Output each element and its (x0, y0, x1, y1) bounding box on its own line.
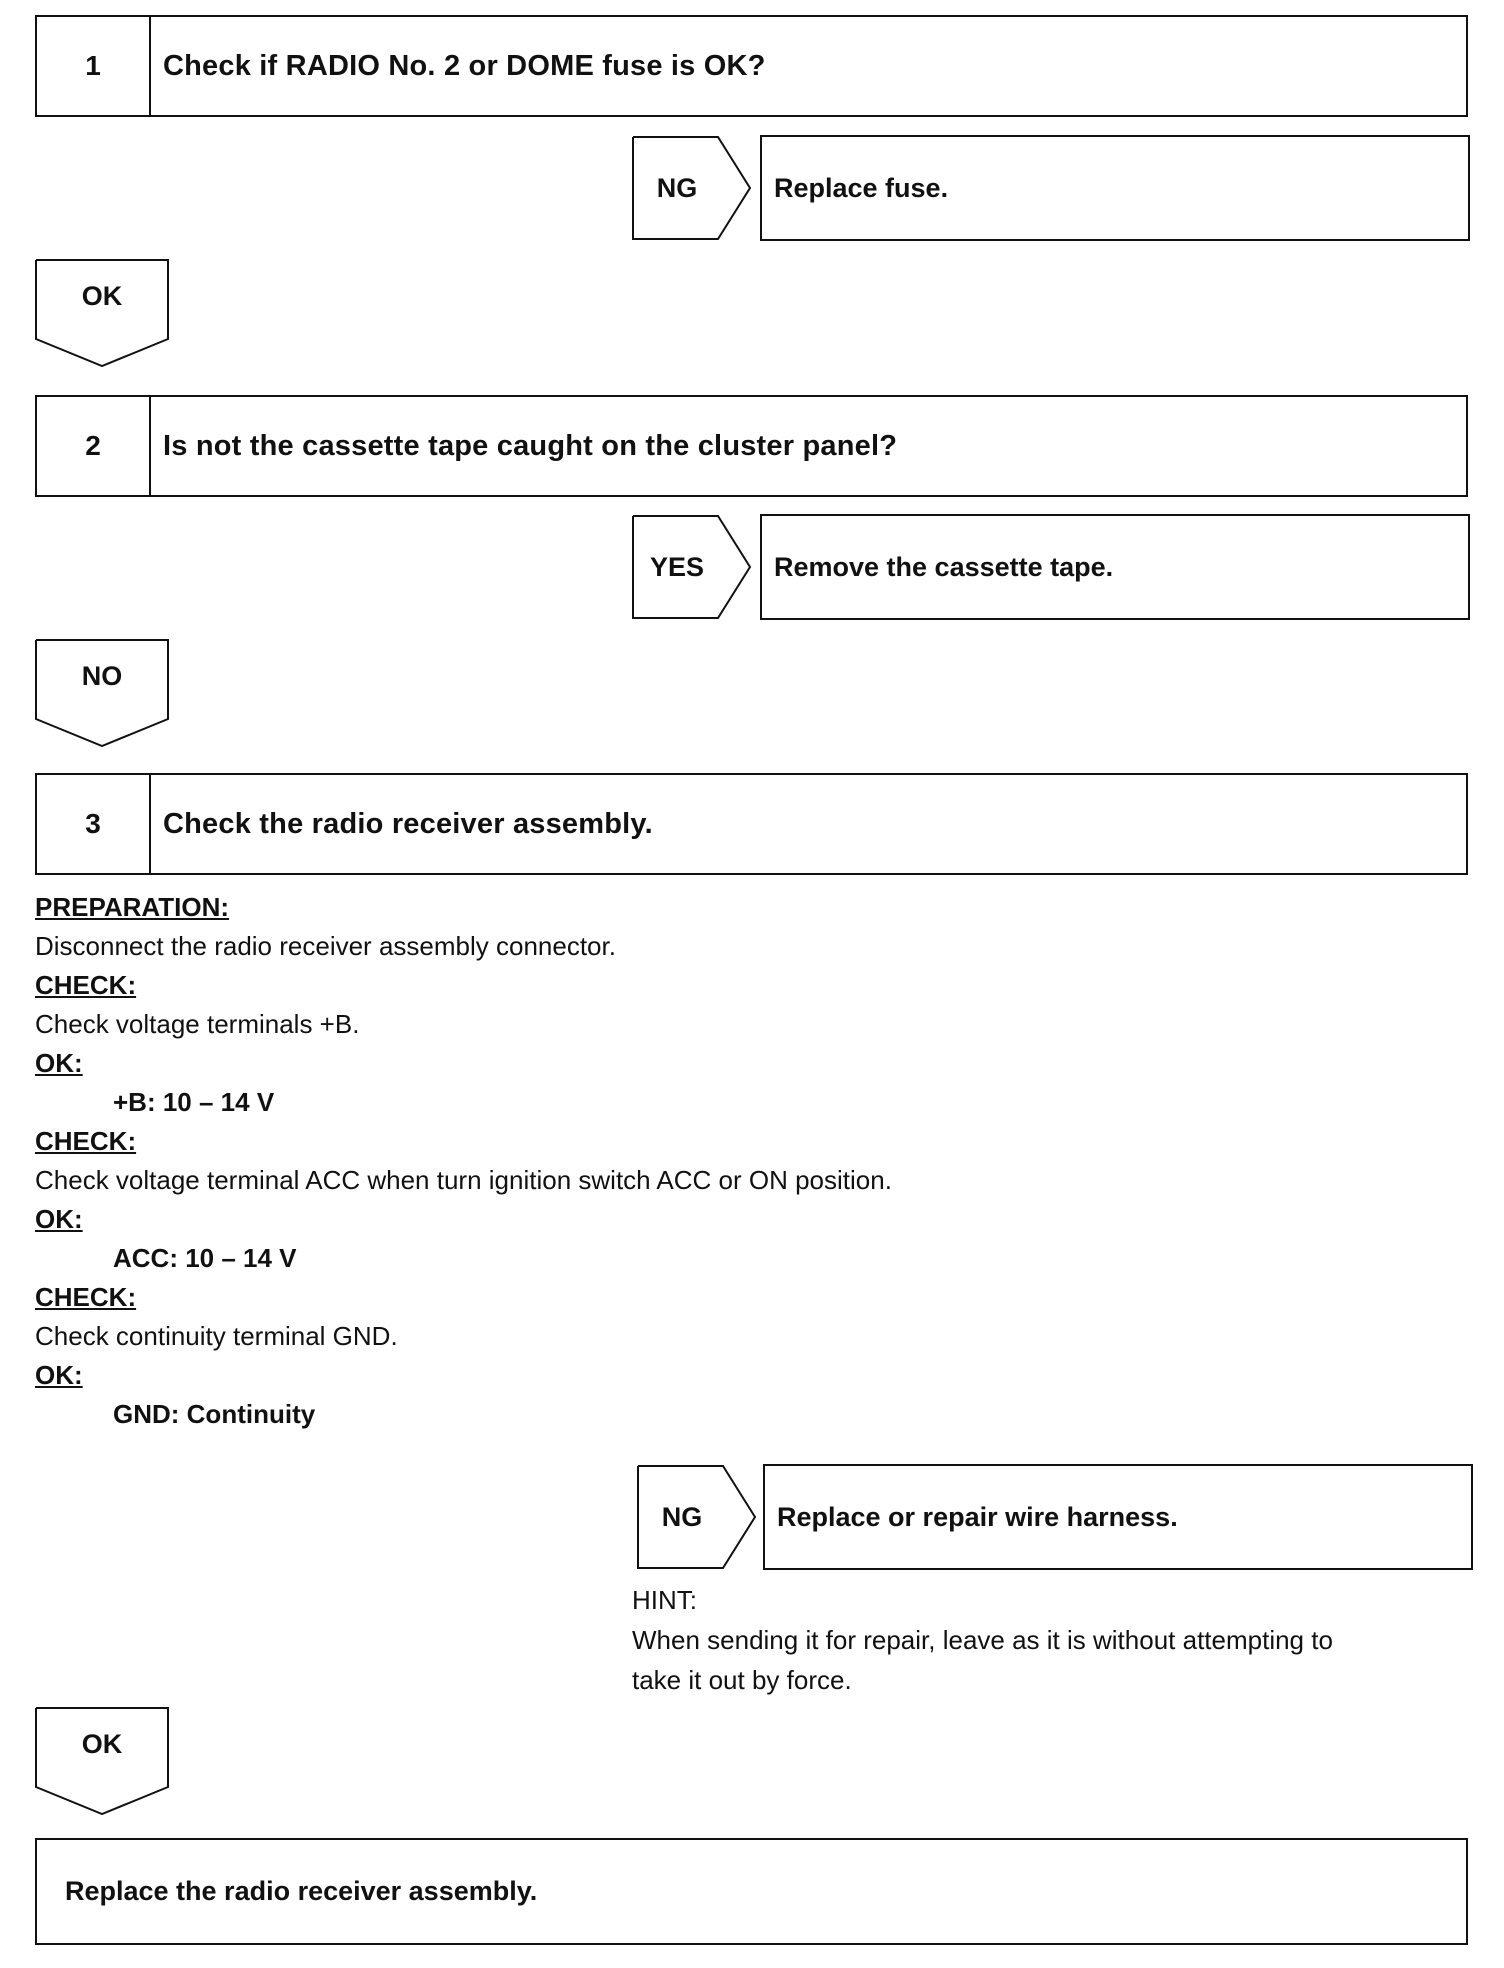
ok-value: ACC: 10 – 14 V (113, 1243, 297, 1273)
step-1-branch-label: NG (656, 172, 698, 203)
hint-block (632, 1580, 1472, 1700)
hint-line: take it out by force. (632, 1665, 852, 1695)
ok-heading: OK: (35, 1204, 83, 1234)
step-2-number: 2 (37, 397, 151, 495)
step-3-continue-label: OK (81, 1729, 123, 1759)
step-2-branch-action: Remove the cassette tape. (760, 514, 1470, 620)
down-arrow-tag-icon (35, 1707, 169, 1815)
step-2-title: Is not the cassette tape caught on the cluster panel? (163, 429, 898, 462)
check-heading: CHECK: (35, 1282, 137, 1312)
hint-line: When sending it for repair, leave as it is without attempting to (632, 1625, 1333, 1655)
step-3-title: Check the radio receiver assembly. (163, 807, 653, 840)
step-3-branch-label: NG (661, 1501, 703, 1532)
down-arrow-tag-icon (35, 639, 169, 747)
preparation-heading: PREPARATION: (35, 892, 230, 922)
step-1-continue-label: OK (81, 281, 123, 311)
hint-label: HINT: (632, 1585, 697, 1615)
check-text: Check voltage terminal ACC when turn ignition switch ACC or ON position. (35, 1165, 892, 1195)
check-heading: CHECK: (35, 1126, 137, 1156)
step-3-branch-action: Replace or repair wire harness. (763, 1464, 1473, 1570)
ok-value: GND: Continuity (113, 1399, 316, 1429)
step-3-ng-arrow (637, 1464, 759, 1570)
check-text: Check voltage terminals +B. (35, 1009, 360, 1039)
step-3-continue-arrow (35, 1707, 169, 1815)
ok-heading: OK: (35, 1048, 83, 1078)
step-1-continue-arrow (35, 259, 169, 367)
step-1-branch-action: Replace fuse. (760, 135, 1470, 241)
ok-value: +B: 10 – 14 V (113, 1087, 275, 1117)
step-2-yes-arrow (632, 514, 754, 620)
check-heading: CHECK: (35, 970, 137, 1000)
step-3-box (35, 773, 1468, 875)
step-2-continue-label: NO (81, 661, 123, 691)
step-2-box (35, 395, 1468, 497)
down-arrow-tag-icon (35, 259, 169, 367)
step-1-title: Check if RADIO No. 2 or DOME fuse is OK? (163, 49, 766, 82)
step-2-branch-label: YES (649, 551, 705, 582)
check-text: Check continuity terminal GND. (35, 1321, 398, 1351)
step-1-ng-arrow (632, 135, 754, 241)
step-3-number: 3 (37, 775, 151, 873)
ok-heading: OK: (35, 1360, 83, 1390)
preparation-text: Disconnect the radio receiver assembly connector. (35, 931, 616, 961)
step-1-number: 1 (37, 17, 151, 115)
step-2-continue-arrow (35, 639, 169, 747)
step-1-box (35, 15, 1468, 117)
final-action-box: Replace the radio receiver assembly. (35, 1838, 1468, 1945)
step-3-details (35, 888, 892, 1434)
